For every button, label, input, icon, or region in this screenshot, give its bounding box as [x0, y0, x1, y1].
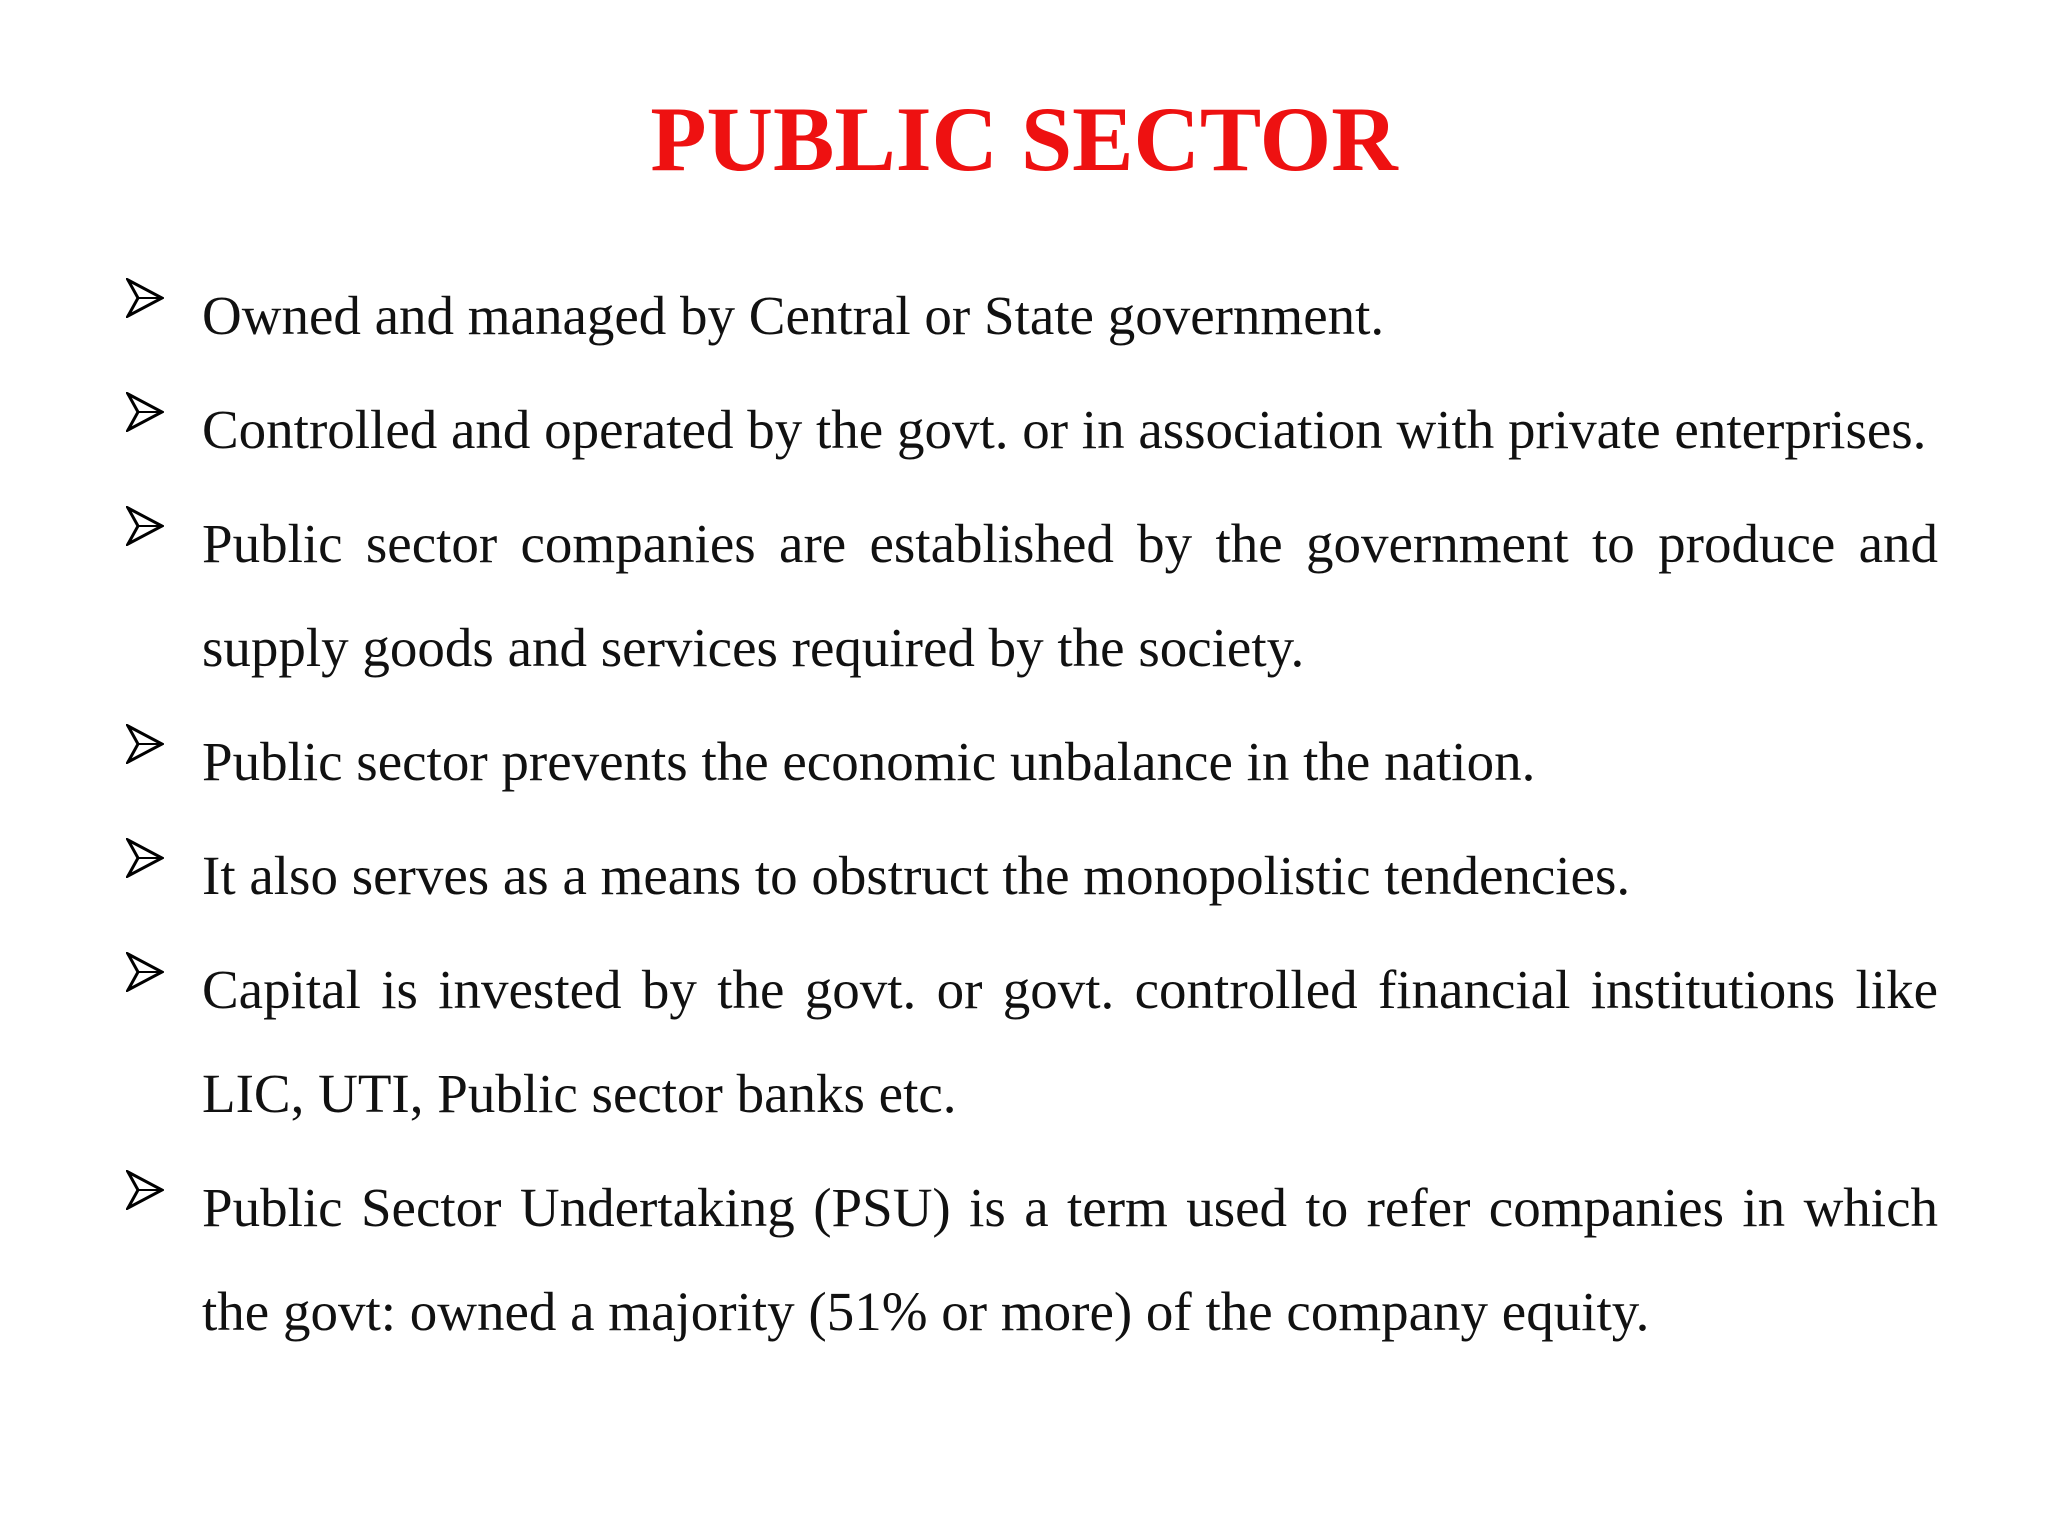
- bullet-text: Public sector companies are established by the government to produce and supply goods and services required by the society.: [202, 513, 1938, 678]
- arrow-bullet-icon: [126, 938, 202, 1042]
- arrow-bullet-icon: [126, 492, 202, 596]
- arrow-bullet-icon: [126, 824, 202, 928]
- bullet-list: [126, 264, 1938, 1374]
- arrow-bullet-icon: [126, 264, 202, 368]
- bullet-text: Controlled and operated by the govt. or in association with private enterprises.: [202, 399, 1927, 460]
- bullet-item: [126, 710, 1938, 814]
- bullet-text: Public Sector Undertaking (PSU) is a term used to refer companies in which the govt: owned a majority (51% or more) of the company equity.: [202, 1177, 1938, 1342]
- bullet-item: [126, 492, 1938, 700]
- arrow-bullet-icon: [126, 1156, 202, 1260]
- arrow-bullet-icon: [126, 710, 202, 814]
- bullet-item: [126, 378, 1938, 482]
- bullet-text: Owned and managed by Central or State government.: [202, 285, 1385, 346]
- arrow-bullet-icon: [126, 378, 202, 482]
- bullet-text: Public sector prevents the economic unbalance in the nation.: [202, 731, 1536, 792]
- bullet-item: [126, 824, 1938, 928]
- bullet-text: It also serves as a means to obstruct the monopolistic tendencies.: [202, 845, 1631, 906]
- bullet-text: Capital is invested by the govt. or govt. controlled financial institutions like LIC, UTI, Public sector banks etc.: [202, 959, 1938, 1124]
- bullet-item: [126, 1156, 1938, 1364]
- slide-title: PUBLIC SECTOR: [650, 88, 1398, 190]
- bullet-item: [126, 938, 1938, 1146]
- bullet-item: [126, 264, 1938, 368]
